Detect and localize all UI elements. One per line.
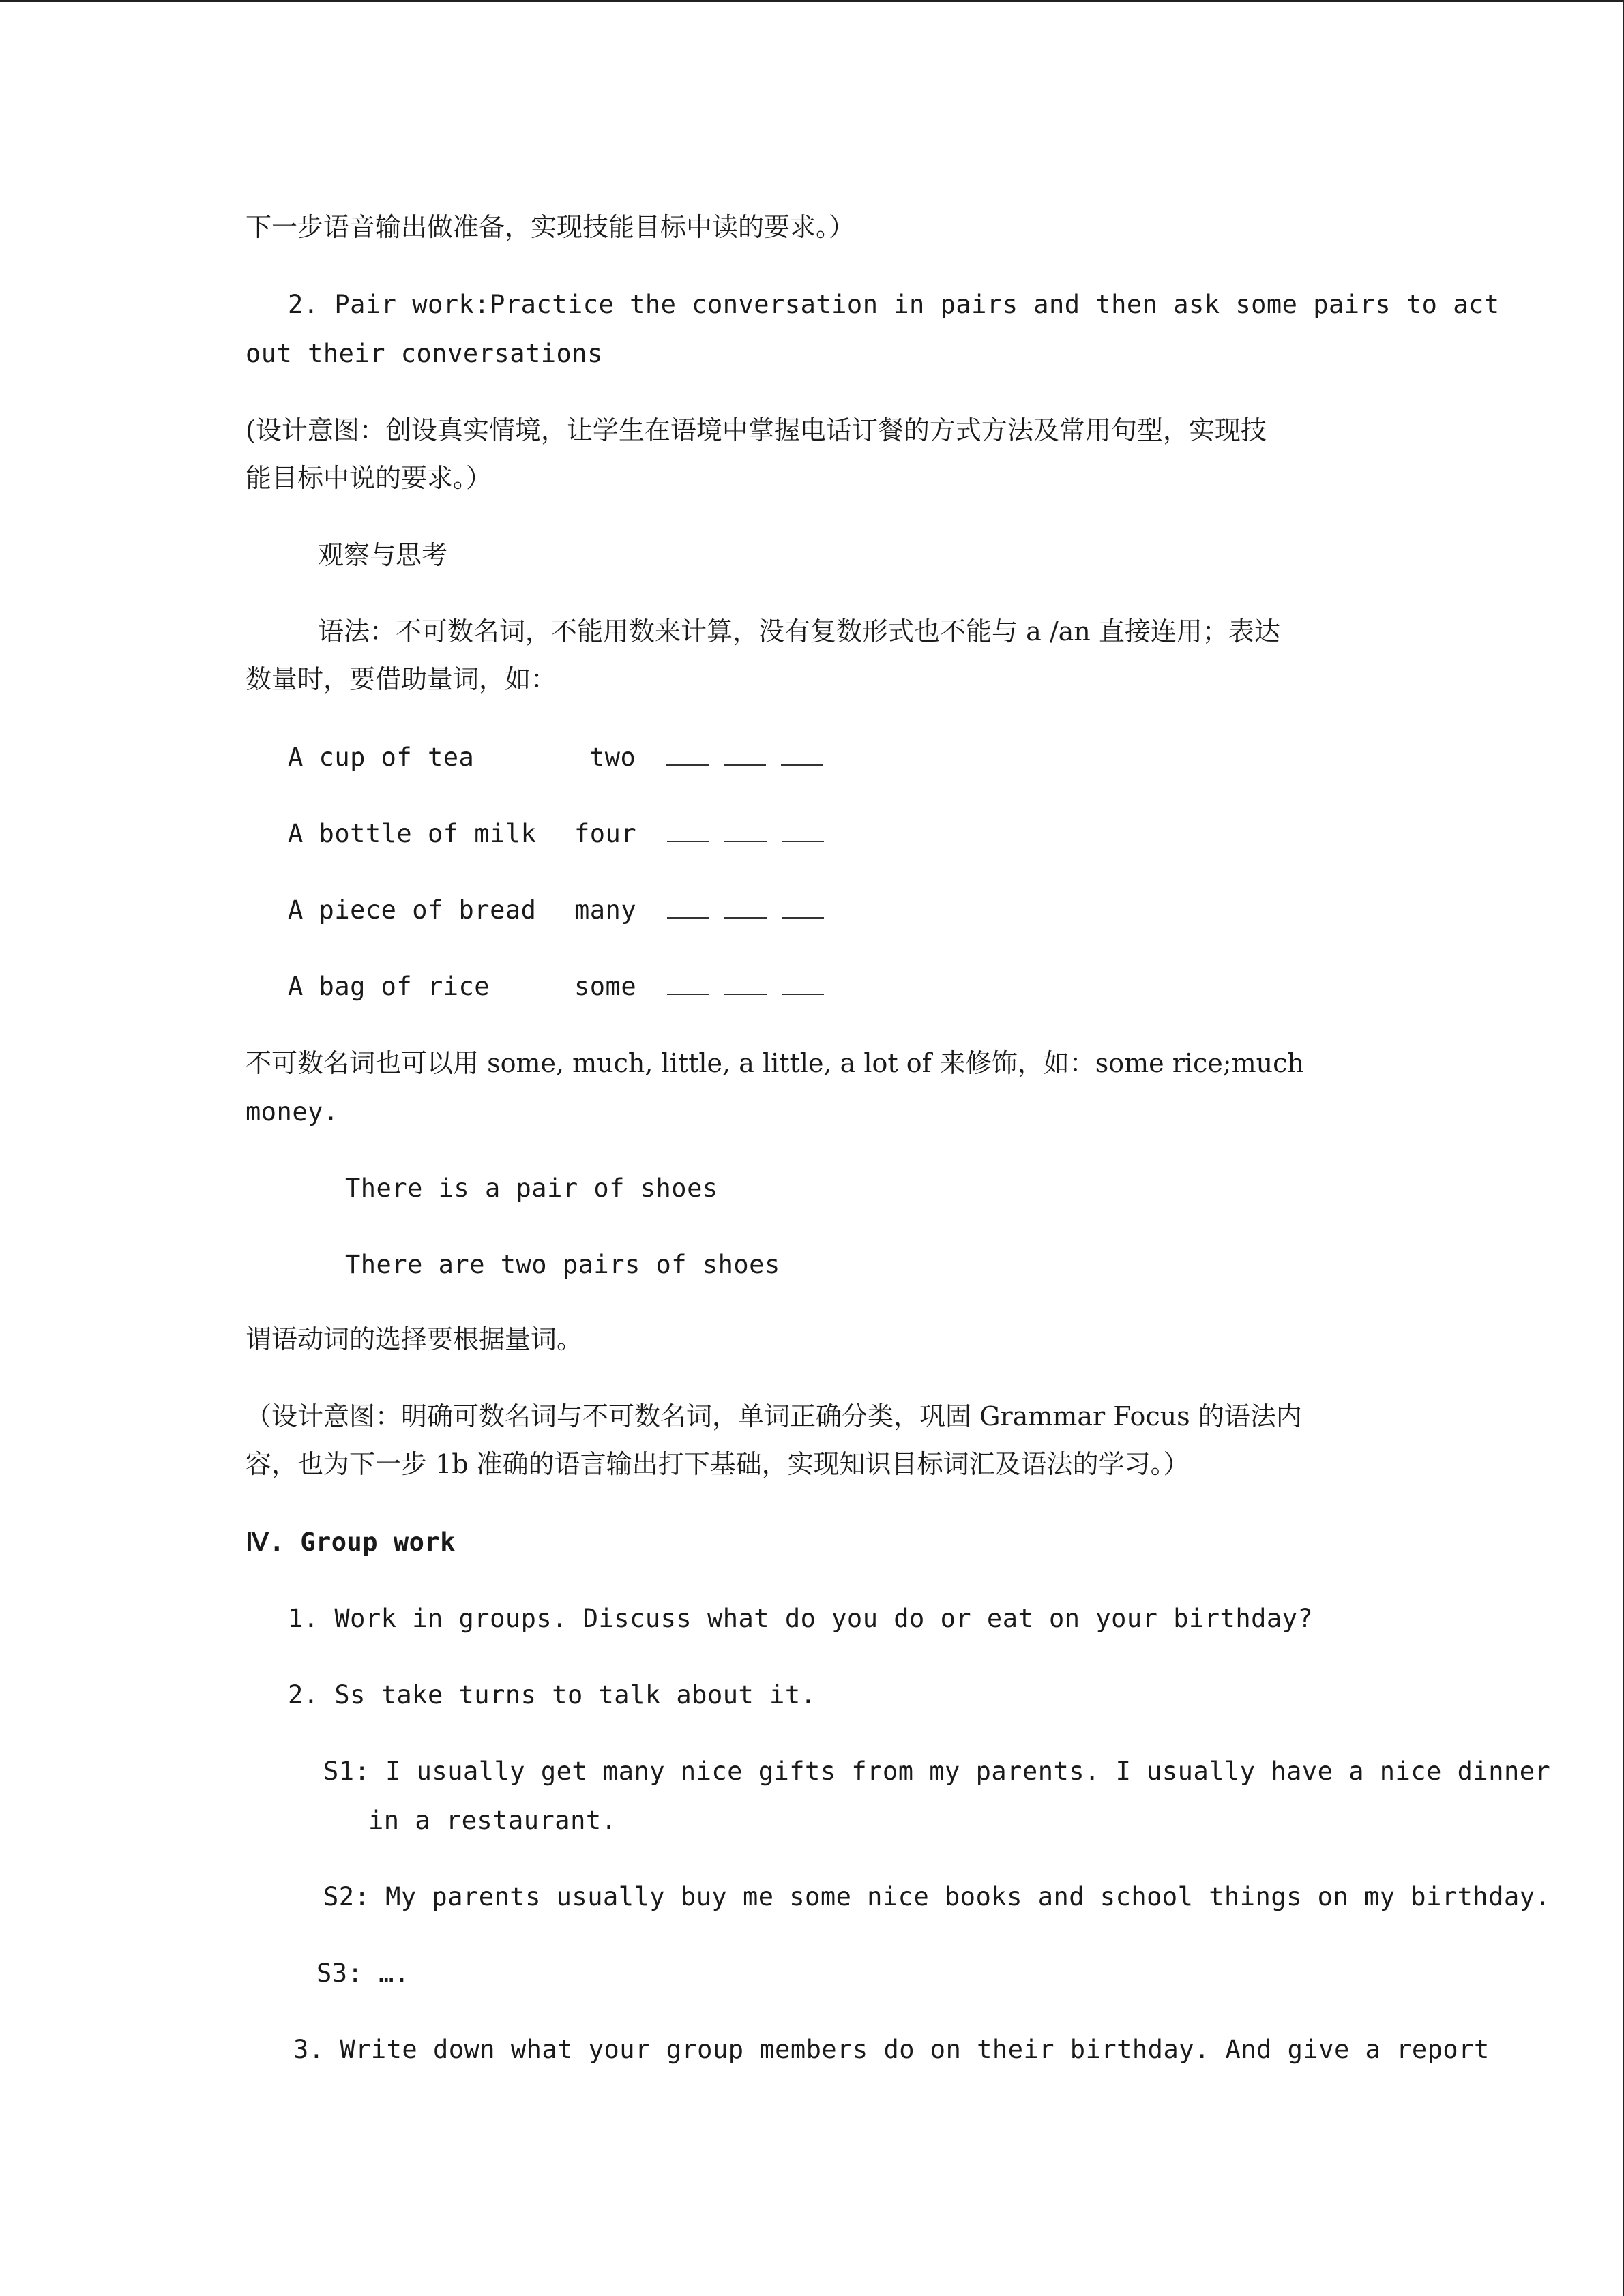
measure-row <box>288 886 1420 935</box>
fill-blank <box>667 897 709 919</box>
pair-work-line-2: out their conversations <box>246 339 603 368</box>
fill-blank <box>666 744 709 766</box>
measure-phrase: A piece of bread <box>288 895 537 925</box>
measure-quantity <box>574 809 839 859</box>
design-intent-2-line-1: （设计意图：明确可数名词与不可数名词，单词正确分类，巩固 Grammar Focus 的语法内 <box>246 1401 1302 1431</box>
pair-work-line-1: 2. Pair work:Practice the conversation in pairs and then ask some pairs to act <box>288 290 1500 319</box>
example-pair-singular: There is a pair of shoes <box>345 1174 718 1203</box>
fill-blank <box>781 744 823 766</box>
design-intent-1-line-1: (设计意图：创设真实情境，让学生在语境中掌握电话订餐的方式方法及常用句型，实现技 <box>246 415 1267 445</box>
observe-think-heading: 观察与思考 <box>318 540 448 570</box>
fill-blank <box>782 820 824 842</box>
quantity-word: many <box>574 895 637 925</box>
quantity-word: two <box>589 743 636 772</box>
dialogue-s1-line-2: in a restaurant. <box>368 1806 617 1835</box>
measure-row <box>288 962 1420 1011</box>
example-pair-plural: There are two pairs of shoes <box>345 1250 780 1279</box>
uncountable-modifiers-line-1: 不可数名词也可以用 some, much, little, a little, a lot of 来修饰，如：some rice;much <box>246 1048 1304 1078</box>
fill-blank <box>782 897 824 919</box>
grammar-note-line-1: 语法：不可数名词，不能用数来计算，没有复数形式也不能与 a /an 直接连用；表达 <box>318 616 1280 646</box>
group-work-step-1: 1. Work in groups. Discuss what do you do or eat on your birthday? <box>288 1604 1314 1633</box>
fill-blank <box>724 820 767 842</box>
fill-blank <box>724 744 766 766</box>
uncountable-modifiers-line-2: money. <box>246 1097 339 1127</box>
dialogue-s3: S3: …. <box>316 1958 410 1988</box>
grammar-note-line-2: 数量时，要借助量词，如： <box>246 664 557 694</box>
quantity-word: four <box>574 819 637 848</box>
fill-blank <box>667 820 709 842</box>
measure-phrase: A cup of tea <box>288 743 475 772</box>
group-work-step-2: 2. Ss take turns to talk about it. <box>288 1680 816 1710</box>
fill-blank <box>724 897 767 919</box>
fill-blank <box>782 973 824 995</box>
top-border-line <box>0 0 1624 2</box>
verb-agreement-note: 谓语动词的选择要根据量词。 <box>246 1324 583 1354</box>
fill-blank <box>667 973 709 995</box>
design-intent-2-line-2: 容，也为下一步 1b 准确的语言输出打下基础，实现知识目标词汇及语法的学习。） <box>246 1449 1190 1479</box>
paragraph-design-end: 下一步语音输出做准备，实现技能目标中读的要求。） <box>246 212 855 242</box>
measure-quantity <box>574 962 839 1011</box>
quantity-word: some <box>574 972 637 1001</box>
fill-blank <box>724 973 767 995</box>
dialogue-s2: S2: My parents usually buy me some nice books and school things on my birthday. <box>323 1882 1551 1911</box>
measure-quantity <box>589 733 838 782</box>
measure-phrase: A bottle of milk <box>288 819 537 848</box>
dialogue-s1-line-1: S1: I usually get many nice gifts from my parents. I usually have a nice dinner <box>323 1757 1551 1786</box>
measure-row <box>288 733 1420 782</box>
design-intent-1-line-2: 能目标中说的要求。） <box>246 463 492 493</box>
section-heading-group-work: Ⅳ. Group work <box>246 1527 456 1557</box>
group-work-step-3: 3. Write down what your group members do on their birthday. And give a report <box>293 2035 1490 2064</box>
measure-row <box>288 809 1420 859</box>
measure-quantity <box>574 886 839 935</box>
measure-phrase: A bag of rice <box>288 972 490 1001</box>
